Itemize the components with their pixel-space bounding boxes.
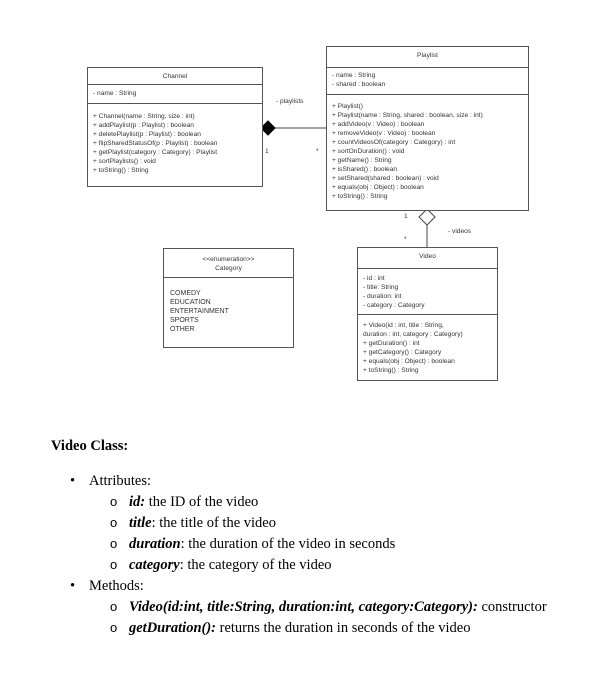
enum-stereotype: <<enumeration>> [202,256,255,263]
list-item [51,576,549,639]
video-method: + equals(obj : Object) : boolean [363,358,455,365]
videos-role-label: - videos [448,228,472,235]
attr-desc: : the title of the video [151,515,276,531]
video-class-name: Video [358,248,497,269]
video-method: + getDuration() : int [363,340,420,347]
video-class-description [51,438,549,639]
playlist-class-box [326,46,529,211]
attributes-list [89,492,549,576]
channel-class-box [87,67,263,187]
video-class-box [357,247,498,381]
attr-desc: the ID of the video [145,494,259,510]
playlist-method: + countVideosOf(category : Category) : int [332,139,456,146]
playlists-role-label: - playlists [276,98,304,105]
playlist-method: + addVideo(v : Video) : boolean [332,121,425,128]
channel-method: + deletePlaylist(p : Playlist) : boolean [93,131,201,138]
playlists-multiplicity-label: * [316,148,319,155]
attr-name: duration [129,536,181,552]
channel-method: + Channel(name : String, size : int) [93,113,195,120]
methods-label: Methods: [89,578,144,594]
video-attr: - id : int [363,275,385,282]
doc-heading-class: Video [51,438,87,454]
video-method: + Video(id : int, title : String, [363,322,444,329]
doc-heading-suffix: Class: [86,438,129,454]
attr-desc: : the category of the video [179,557,332,573]
list-item [89,513,549,534]
methods-list [89,597,549,639]
composition-diamond-icon [261,121,275,135]
channel-attr-name: - name : String [93,90,137,97]
playlist-attr: - name : String [332,72,376,79]
channel-multiplicity-label: 1 [265,148,269,155]
playlist-method: + Playlist(name : String, shared : boolean, size : int) [332,112,483,119]
playlist-methods [327,95,528,204]
list-item [89,597,549,618]
method-desc: constructor [477,599,547,615]
category-enum-name: Category [215,265,242,272]
enum-value: COMEDY [170,290,201,297]
enum-value: ENTERTAINMENT [170,308,229,315]
list-item [89,618,549,639]
doc-heading [51,438,549,455]
enum-value: SPORTS [170,317,199,324]
channel-method: + flipSharedStatusOf(p : Playlist) : boolean [93,140,218,147]
category-enum-header [164,249,293,278]
video-method: + toString() : String [363,367,419,374]
aggregation-diamond-icon [419,209,435,225]
video-attr: - title: String [363,284,399,291]
attributes-label: Attributes: [89,473,152,489]
video-attributes [358,269,497,315]
playlist-attributes [327,68,528,95]
video-method: duration : int, category : Category) [363,331,463,338]
channel-method: + toString() : String [93,167,149,174]
method-name: getDuration(): [129,620,216,636]
channel-method: + addPlaylist(p : Playlist) : boolean [93,122,194,129]
videos-multiplicity-label: * [404,236,407,243]
category-values [164,278,293,337]
channel-method: + sortPlaylists() : void [93,158,156,165]
list-item [89,492,549,513]
attr-name: id: [129,494,146,510]
method-desc: returns the duration in seconds of the video [216,620,471,636]
list-item [89,534,549,555]
attr-name: title [129,515,152,531]
list-item [89,555,549,576]
video-attr: - category : Category [363,302,425,309]
enum-value: OTHER [170,326,195,333]
doc-list [51,471,549,639]
video-attr: - duration: int [363,293,402,300]
video-methods [358,315,497,378]
category-enum-box [163,248,294,348]
playlist-attr: - shared : boolean [332,81,386,88]
playlist-multiplicity-label: 1 [404,213,408,220]
attr-desc: : the duration of the video in seconds [180,536,396,552]
method-name: Video(id:int, title:String, duration:int, category:Category): [129,599,478,615]
channel-attributes [88,85,262,104]
channel-method: + getPlaylist(category : Category) : Playlist [93,149,218,156]
playlist-class-name: Playlist [327,47,528,68]
playlist-method: + toString() : String [332,193,388,200]
enum-value: EDUCATION [170,299,211,306]
channel-class-name: Channel [88,68,262,85]
video-method: + getCategory() : Category [363,349,442,356]
playlist-method: + removeVideo(v : Video) : boolean [332,130,436,137]
list-item [51,471,549,576]
playlist-method: + Playlist() [332,103,363,110]
channel-methods [88,104,262,178]
playlist-method: + getName() : String [332,157,392,164]
playlist-method: + isShared() : boolean [332,166,398,173]
attr-name: category [129,557,180,573]
playlist-method: + sortOnDuration() : void [332,148,405,155]
playlist-method: + setShared(shared : boolean) : void [332,175,439,182]
playlist-method: + equals(obj : Object) : boolean [332,184,424,191]
